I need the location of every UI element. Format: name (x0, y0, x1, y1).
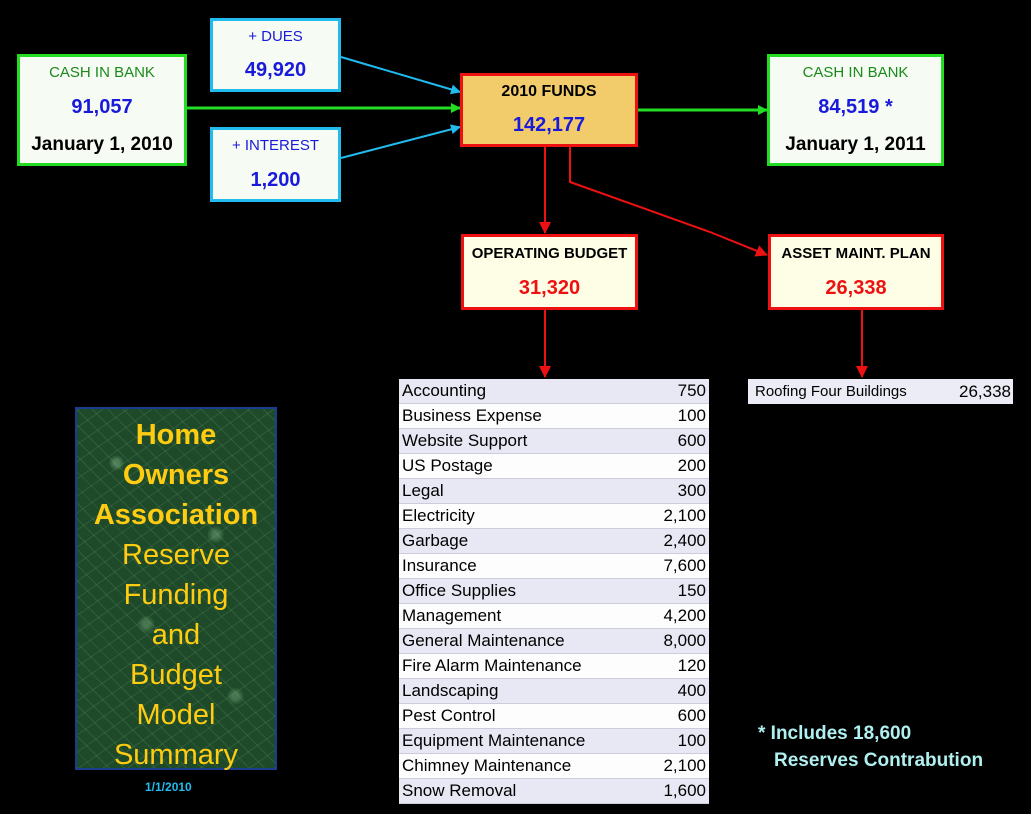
budget-item-amount: 750 (646, 379, 709, 404)
asset-item-name: Roofing Four Buildings (755, 383, 907, 400)
budget-item-name: Electricity (399, 504, 646, 529)
budget-item-amount: 2,400 (646, 529, 709, 554)
footnote-line-2: Reserves Contrabution (774, 750, 984, 771)
title-panel (75, 407, 277, 770)
title-panel-date: 1/1/2010 (145, 780, 192, 794)
budget-item-name: Pest Control (399, 704, 646, 729)
budget-item-name: Insurance (399, 554, 646, 579)
table-row (399, 479, 709, 504)
cash-start-box (17, 54, 187, 166)
table-row (399, 754, 709, 779)
budget-item-name: Garbage (399, 529, 646, 554)
title-line: Association (93, 499, 259, 531)
table-row (399, 429, 709, 454)
budget-item-name: Website Support (399, 429, 646, 454)
dues-box (210, 18, 341, 92)
budget-item-amount: 300 (646, 479, 709, 504)
table-row (399, 629, 709, 654)
cash-end-value: 84,519 * (818, 95, 893, 118)
budget-item-name: Accounting (399, 379, 646, 404)
budget-item-amount: 600 (646, 429, 709, 454)
table-row (399, 704, 709, 729)
table-row (399, 679, 709, 704)
title-line: Home (135, 419, 217, 451)
asset-item-amount: 26,338 (959, 381, 1011, 401)
arrow-interest-to-funds (341, 127, 460, 158)
asset-plan-box (768, 234, 944, 310)
budget-item-name: General Maintenance (399, 629, 646, 654)
budget-item-amount: 100 (646, 404, 709, 429)
table-row (399, 529, 709, 554)
cash-end-label: CASH IN BANK (802, 64, 909, 82)
budget-item-amount: 2,100 (646, 504, 709, 529)
budget-item-amount: 8,000 (646, 629, 709, 654)
table-row (399, 579, 709, 604)
budget-item-name: Office Supplies (399, 579, 646, 604)
budget-item-amount: 600 (646, 704, 709, 729)
interest-box (210, 127, 341, 202)
table-row (399, 454, 709, 479)
operating-budget-value: 31,320 (518, 276, 581, 299)
budget-item-name: Legal (399, 479, 646, 504)
funds-value: 142,177 (512, 114, 586, 137)
operating-budget-box (461, 234, 638, 310)
table-row (399, 379, 709, 404)
budget-item-name: Landscaping (399, 679, 646, 704)
table-row (399, 604, 709, 629)
budget-item-amount: 150 (646, 579, 709, 604)
cash-end-box (767, 54, 944, 166)
table-row (399, 554, 709, 579)
table-row (399, 779, 709, 804)
title-line: Owners (122, 459, 230, 491)
interest-value: 1,200 (250, 168, 301, 191)
budget-item-amount: 1,600 (646, 779, 709, 804)
asset-plan-label: ASSET MAINT. PLAN (781, 244, 931, 262)
footnote-line-1: * Includes 18,600 (758, 723, 912, 744)
table-row (399, 654, 709, 679)
budget-item-name: US Postage (399, 454, 646, 479)
budget-item-name: Business Expense (399, 404, 646, 429)
funds-box (460, 73, 638, 147)
budget-item-name: Equipment Maintenance (399, 729, 646, 754)
asset-item-row (748, 379, 1013, 404)
budget-item-amount: 7,600 (646, 554, 709, 579)
operating-budget-label: OPERATING BUDGET (471, 244, 628, 262)
table-row (399, 504, 709, 529)
table-row (399, 404, 709, 429)
budget-item-amount: 400 (646, 679, 709, 704)
budget-item-amount: 2,100 (646, 754, 709, 779)
dues-label: + DUES (248, 28, 303, 45)
budget-item-name: Chimney Maintenance (399, 754, 646, 779)
cash-start-label: CASH IN BANK (49, 64, 155, 82)
budget-item-name: Management (399, 604, 646, 629)
cash-start-value: 91,057 (71, 95, 133, 118)
interest-label: + INTEREST (231, 137, 320, 155)
budget-item-name: Snow Removal (399, 779, 646, 804)
budget-item-name: Fire Alarm Maintenance (399, 654, 646, 679)
budget-item-amount: 4,200 (646, 604, 709, 629)
operating-budget-table (399, 379, 709, 804)
funds-label: 2010 FUNDS (501, 82, 597, 100)
budget-item-amount: 100 (646, 729, 709, 754)
title-line: Model (136, 699, 216, 731)
budget-item-amount: 200 (646, 454, 709, 479)
title-line: Budget (130, 659, 222, 691)
asset-plan-value: 26,338 (825, 276, 887, 299)
budget-item-amount: 120 (646, 654, 709, 679)
title-line: Funding (123, 579, 229, 611)
title-line: Reserve (122, 539, 230, 571)
cash-end-date: January 1, 2011 (785, 133, 926, 155)
title-line: and (151, 619, 201, 651)
title-line: Summary (113, 739, 239, 771)
dues-value: 49,920 (244, 59, 307, 81)
footnote (758, 720, 983, 774)
arrow-dues-to-funds (341, 57, 460, 92)
table-row (399, 729, 709, 754)
cash-start-date: January 1, 2010 (31, 133, 173, 155)
